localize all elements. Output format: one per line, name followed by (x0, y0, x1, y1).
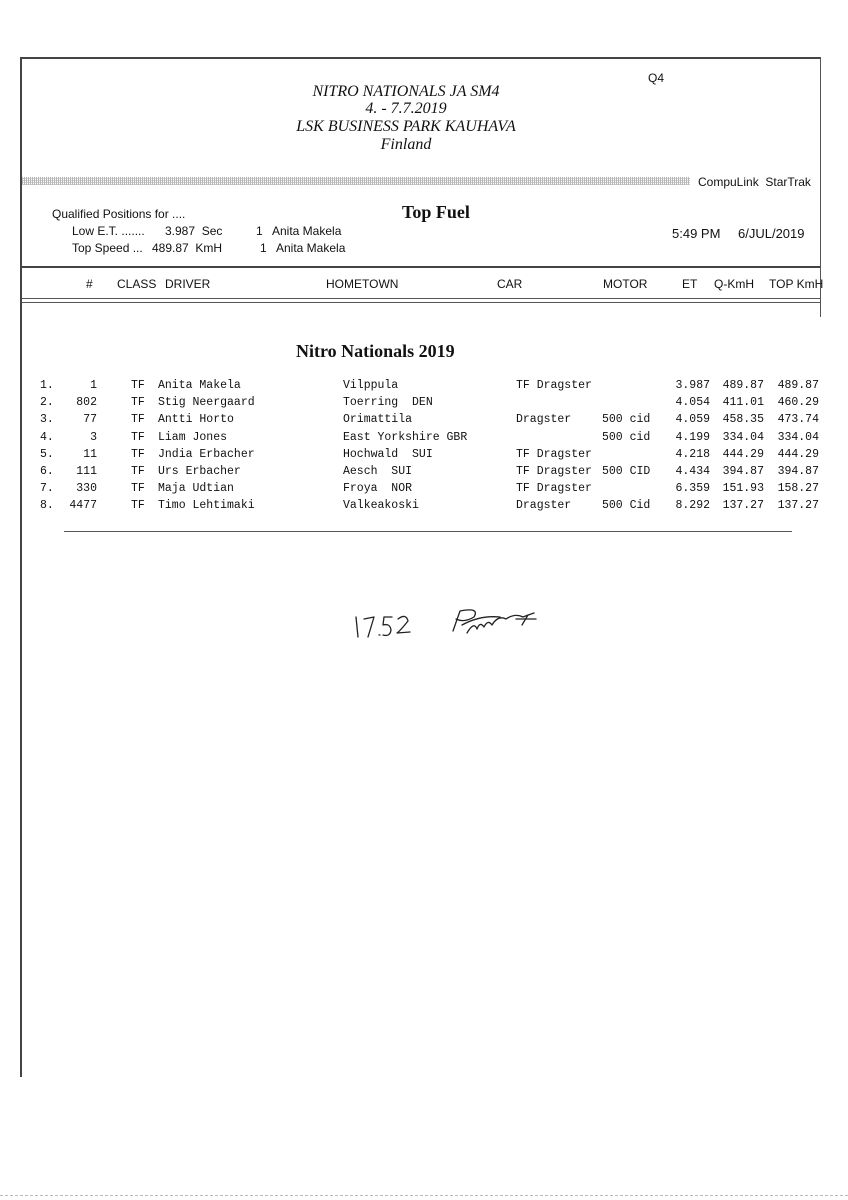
cell-cls: TF (131, 430, 145, 444)
cell-et: 8.292 (675, 499, 710, 513)
cell-car: Dragster (516, 499, 572, 513)
col-num: # (86, 277, 93, 291)
cell-top: 158.27 (777, 482, 819, 496)
class-title: Top Fuel (402, 202, 470, 222)
cell-pos: 2. (40, 396, 54, 410)
cell-top: 489.87 (777, 379, 819, 392)
cell-et: 4.434 (675, 465, 710, 478)
cell-pos: 7. (40, 482, 54, 496)
cell-pos: 5. (40, 447, 54, 461)
column-header-bottom-rule (22, 298, 820, 299)
bottom-edge (0, 1195, 848, 1196)
cell-driver: Maja Udtian (158, 482, 234, 496)
top-speed-position: 1 (260, 241, 267, 255)
event-country: Finland (380, 136, 432, 153)
cell-car: Dragster (516, 413, 572, 427)
top-border (20, 57, 820, 59)
qualifying-round-label: Q4 (648, 71, 665, 85)
event-venue: LSK BUSINESS PARK KAUHAVA (296, 118, 516, 135)
cell-motor: 500 cid (602, 413, 651, 427)
cell-car: TF Dragster (516, 447, 592, 461)
cell-cls: TF (131, 413, 145, 427)
cell-q: 458.35 (722, 413, 764, 427)
cell-q: 334.04 (722, 430, 764, 444)
cell-num: 330 (76, 482, 97, 496)
top-speed-driver: Anita Makela (276, 241, 346, 255)
cell-hometown: Hochwald SUI (343, 447, 433, 461)
cell-motor: 500 Cid (602, 499, 651, 513)
cell-num: 802 (76, 396, 97, 410)
cell-top: 460.29 (777, 396, 819, 410)
column-header-bottom-rule-2 (22, 302, 820, 303)
cell-driver: Stig Neergaard (158, 396, 255, 410)
cell-et: 3.987 (675, 379, 710, 392)
cell-driver: Antti Horto (158, 413, 234, 427)
dotted-band (22, 177, 690, 185)
cell-q: 411.01 (722, 396, 764, 410)
col-class: CLASS (117, 277, 157, 291)
section-title: Nitro Nationals 2019 (296, 341, 455, 361)
cell-cls: TF (131, 447, 145, 461)
software-label: CompuLink StarTrak (698, 175, 811, 189)
low-et-driver: Anita Makela (272, 224, 342, 238)
cell-hometown: Toerring DEN (343, 396, 433, 410)
cell-cls: TF (131, 465, 145, 478)
cell-hometown: Vilppula (343, 379, 399, 392)
cell-et: 4.054 (675, 396, 710, 410)
col-topkmh: TOP KmH (769, 277, 824, 291)
low-et-position: 1 (256, 224, 263, 238)
cell-hometown: Orimattila (343, 413, 413, 427)
left-border (20, 57, 22, 1077)
cell-car: TF Dragster (516, 482, 592, 496)
low-et-label: Low E.T. ....... (72, 224, 145, 238)
col-motor: MOTOR (603, 277, 648, 291)
cell-q: 444.29 (722, 447, 764, 461)
report-time: 5:49 PM (672, 226, 721, 241)
cell-num: 111 (76, 465, 97, 478)
cell-num: 11 (83, 447, 97, 461)
cell-car: TF Dragster (516, 379, 592, 392)
cell-driver: Jndia Erbacher (158, 447, 255, 461)
cell-top: 473.74 (777, 413, 819, 427)
column-header-top-rule (22, 266, 820, 268)
cell-cls: TF (131, 379, 145, 392)
handwritten-signature (350, 605, 580, 655)
cell-top: 137.27 (777, 499, 819, 513)
report-date: 6/JUL/2019 (738, 226, 805, 241)
cell-pos: 6. (40, 465, 54, 478)
cell-driver: Urs Erbacher (158, 465, 241, 478)
col-driver: DRIVER (165, 277, 211, 291)
cell-q: 394.87 (722, 465, 764, 478)
col-et: ET (682, 277, 698, 291)
event-title: NITRO NATIONALS JA SM4 (312, 83, 500, 100)
cell-et: 4.059 (675, 413, 710, 427)
col-car: CAR (497, 277, 523, 291)
top-speed-label: Top Speed ... (72, 241, 143, 255)
cell-q: 137.27 (722, 499, 764, 513)
col-qkmh: Q-KmH (714, 277, 754, 291)
cell-pos: 8. (40, 499, 54, 513)
cell-hometown: East Yorkshire GBR (343, 430, 468, 444)
cell-pos: 4. (40, 430, 54, 444)
cell-motor: 500 cid (602, 430, 651, 444)
top-speed-value: 489.87 KmH (152, 241, 223, 255)
cell-et: 6.359 (675, 482, 710, 496)
cell-pos: 1. (40, 379, 54, 392)
cell-pos: 3. (40, 413, 54, 427)
cell-top: 394.87 (777, 465, 819, 478)
cell-hometown: Aesch SUI (343, 465, 413, 478)
cell-top: 444.29 (777, 447, 819, 461)
cell-hometown: Valkeakoski (343, 499, 419, 513)
cell-q: 151.93 (722, 482, 764, 496)
event-dates: 4. - 7.7.2019 (365, 100, 447, 117)
cell-top: 334.04 (777, 430, 819, 444)
qualified-positions-label: Qualified Positions for .... (52, 207, 186, 221)
cell-num: 4477 (69, 499, 97, 513)
cell-num: 1 (90, 379, 97, 392)
cell-cls: TF (131, 482, 145, 496)
col-hometown: HOMETOWN (326, 277, 399, 291)
cell-driver: Liam Jones (158, 430, 228, 444)
cell-q: 489.87 (722, 379, 764, 392)
cell-cls: TF (131, 499, 145, 513)
cell-et: 4.218 (675, 447, 710, 461)
cell-et: 4.199 (675, 430, 710, 444)
cell-driver: Timo Lehtimaki (158, 499, 255, 513)
cell-hometown: Froya NOR (343, 482, 413, 496)
cell-num: 3 (90, 430, 97, 444)
cell-num: 77 (83, 413, 97, 427)
cell-motor: 500 CID (602, 465, 651, 478)
results-bottom-rule (64, 531, 792, 532)
cell-car: TF Dragster (516, 465, 592, 478)
cell-cls: TF (131, 396, 145, 410)
cell-driver: Anita Makela (158, 379, 241, 392)
low-et-value: 3.987 Sec (165, 224, 223, 238)
